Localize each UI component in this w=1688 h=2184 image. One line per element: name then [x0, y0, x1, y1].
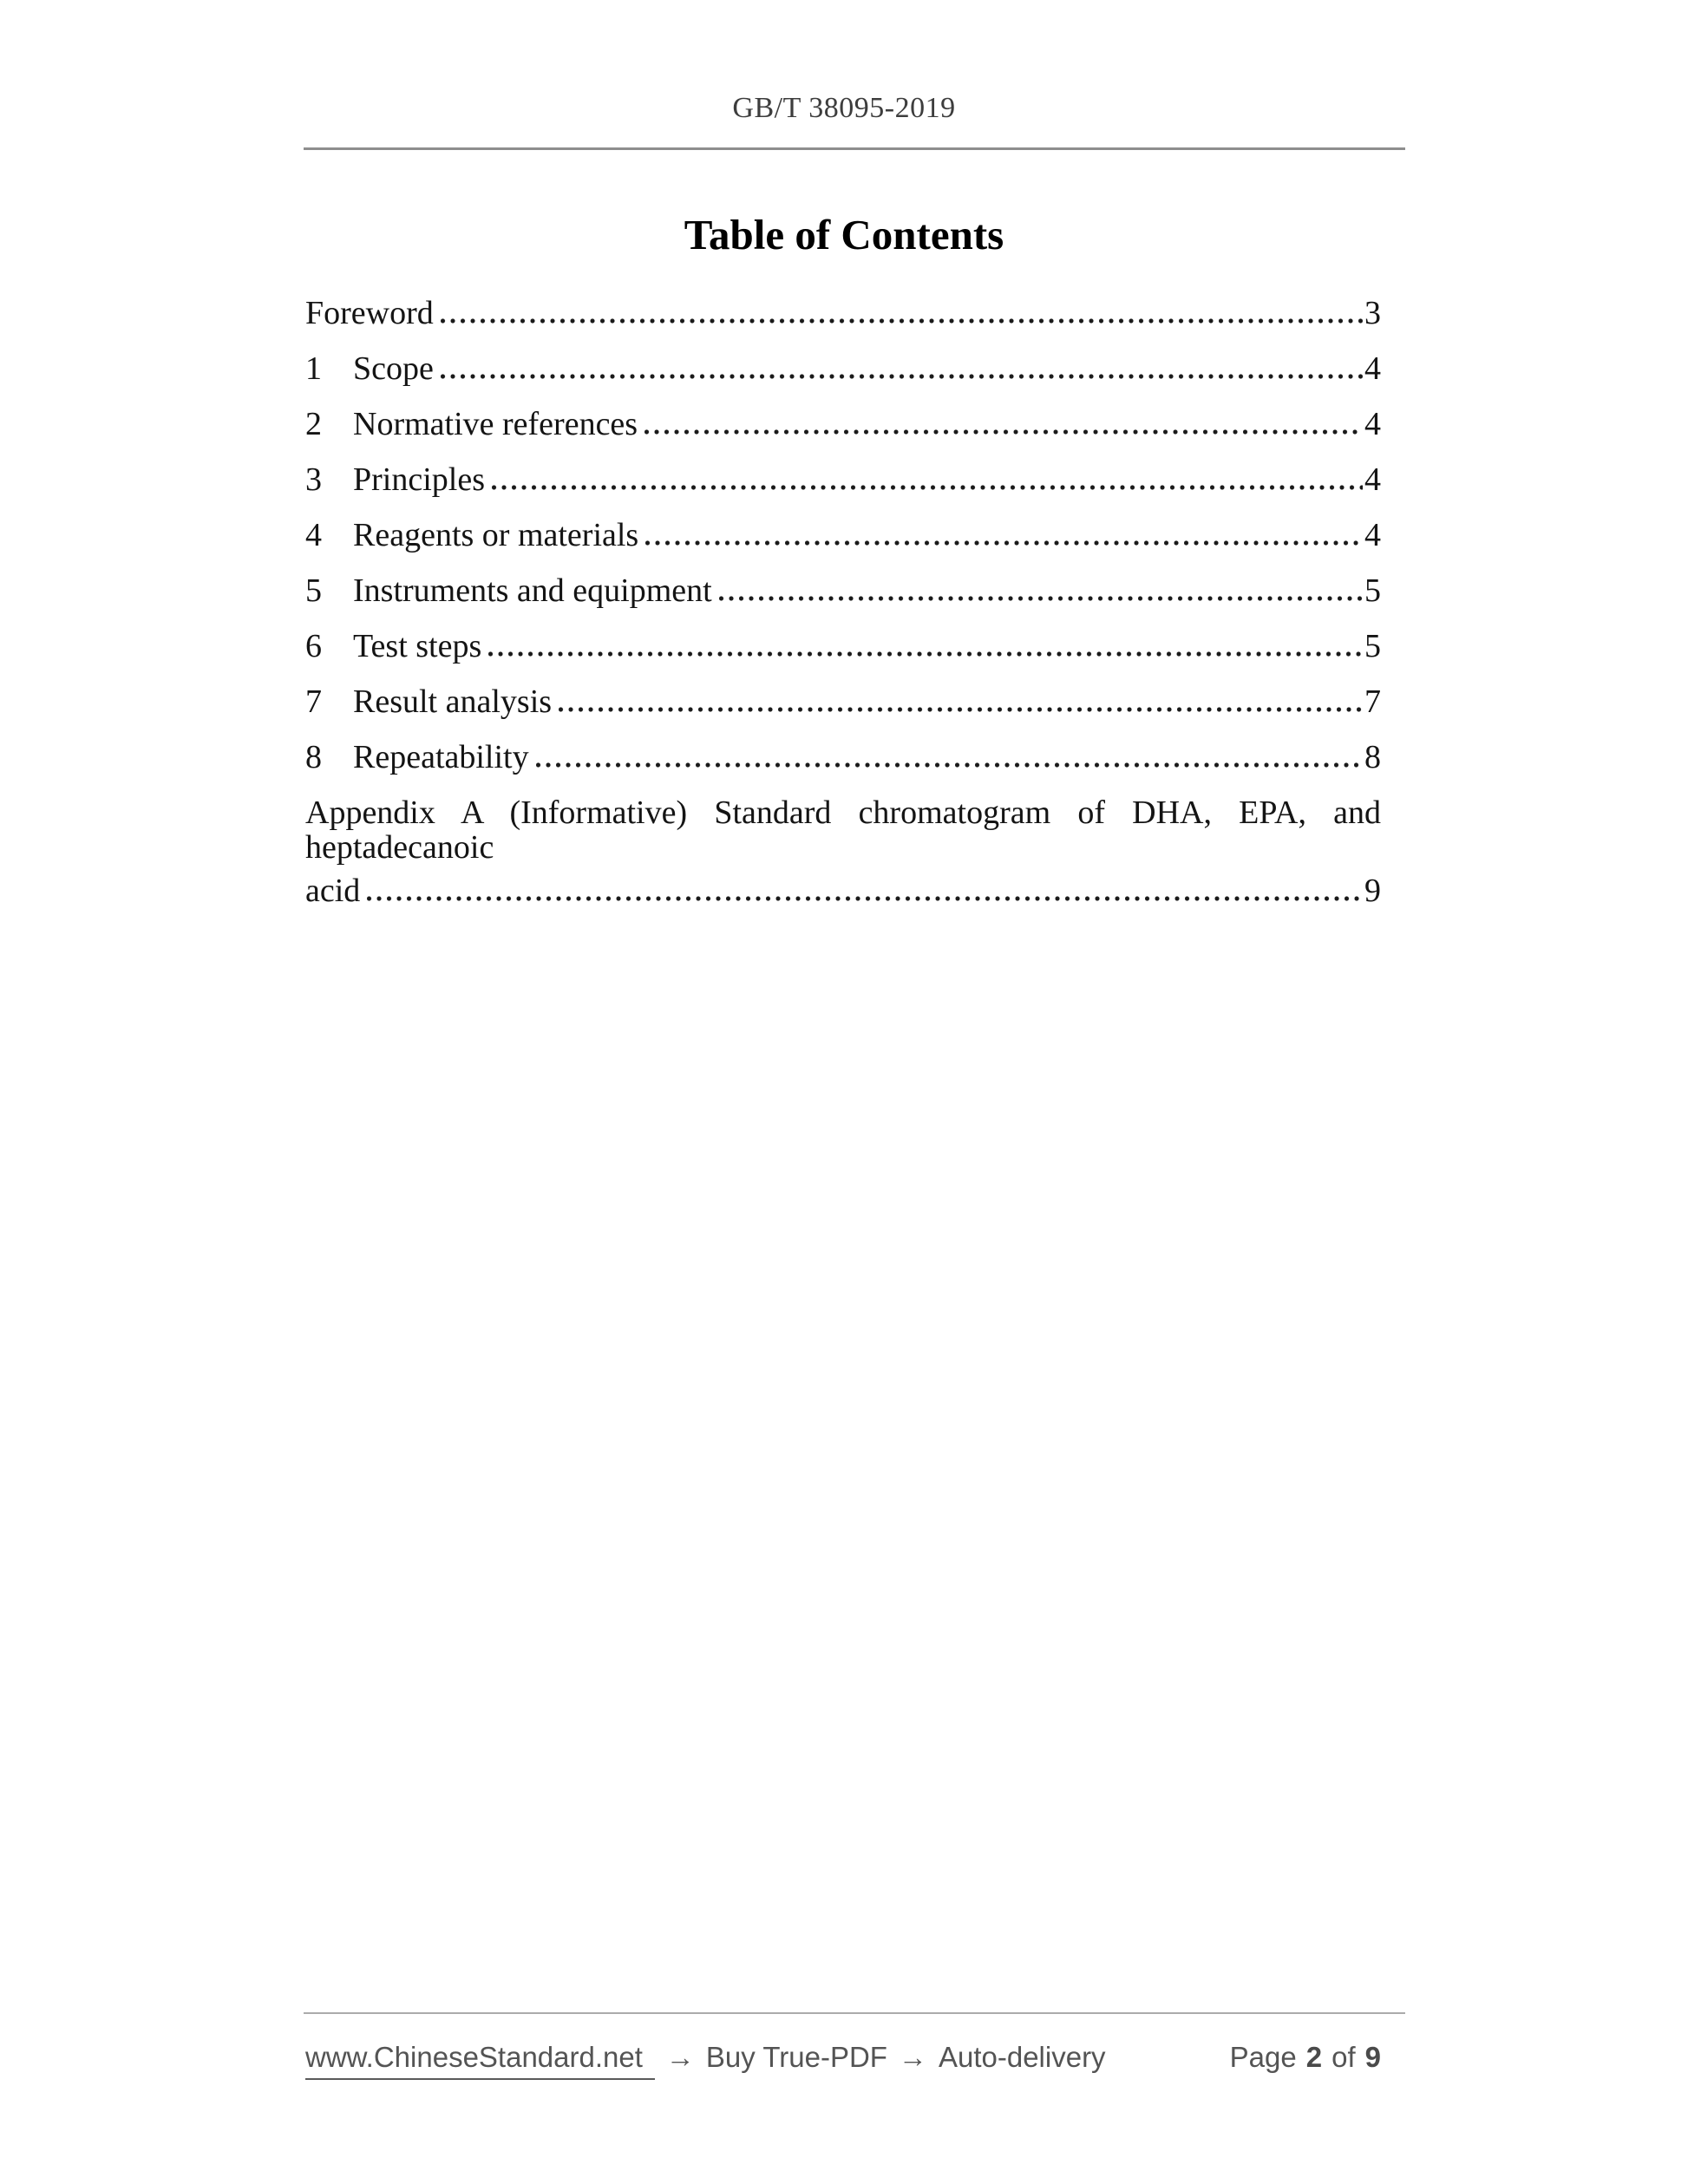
toc-entry-label: Instruments and equipment	[353, 572, 712, 609]
page-footer	[305, 2040, 1381, 2080]
footer-promo	[305, 2040, 1106, 2080]
toc-entry-page-number: 4	[1364, 406, 1381, 442]
page-title: Table of Contents	[684, 211, 1004, 258]
footer-buy-label: Buy True-PDF	[705, 2041, 887, 2073]
toc-entry	[305, 740, 1381, 775]
toc-entry-number: 6	[305, 628, 322, 664]
dot-leader	[367, 873, 1363, 908]
dot-leader	[559, 684, 1363, 719]
toc-entry-page-number: 3	[1364, 295, 1381, 331]
toc-entry-label: Result analysis	[353, 683, 553, 720]
toc-entry-page-number: 5	[1364, 572, 1381, 609]
arrow-icon: →	[665, 2041, 695, 2073]
toc-entry-number: 2	[305, 406, 322, 442]
toc-entry	[305, 518, 1381, 553]
page-word: Page	[1229, 2041, 1297, 2073]
toc-entry-appendix-line2	[305, 873, 1381, 908]
toc-entry-label: Principles	[353, 461, 485, 498]
footer-delivery-label: Auto-delivery	[938, 2041, 1106, 2073]
toc-entry-number: 5	[305, 572, 322, 609]
footer-divider-rule	[304, 2012, 1405, 2014]
toc-entry-page-number: 7	[1364, 683, 1381, 720]
toc-entry-label: Test steps	[353, 628, 482, 664]
toc-entry-page-number: 4	[1364, 461, 1381, 498]
toc-entry-number: 1	[305, 350, 322, 387]
toc-entry-number: 8	[305, 739, 322, 775]
header-divider-rule	[304, 147, 1405, 150]
toc-entry	[305, 629, 1381, 664]
of-word: of	[1331, 2041, 1356, 2073]
toc-entry-page-number: 9	[1364, 873, 1381, 909]
table-of-contents	[305, 296, 1381, 908]
toc-entry-label: acid	[305, 873, 361, 909]
toc-entry	[305, 407, 1381, 441]
site-link[interactable]: www.ChineseStandard.net	[305, 2040, 655, 2080]
toc-entry-page-number: 4	[1364, 350, 1381, 387]
toc-entry-page-number: 8	[1364, 739, 1381, 775]
dot-leader	[492, 462, 1363, 497]
toc-entry-number: 7	[305, 683, 322, 720]
toc-entry	[305, 573, 1381, 608]
toc-entry	[305, 684, 1381, 719]
toc-entry-page-number: 4	[1364, 517, 1381, 553]
dot-leader	[441, 351, 1363, 386]
arrow-icon: →	[898, 2041, 927, 2073]
toc-entry	[305, 351, 1381, 386]
toc-entry-label: Foreword	[305, 295, 434, 331]
total-page-number: 9	[1364, 2041, 1381, 2073]
toc-entry	[305, 296, 1381, 330]
toc-entry-appendix-line1: Appendix A (Informative) Standard chromatogram of DHA, EPA, and heptadecanoic	[305, 794, 1381, 866]
dot-leader	[488, 629, 1363, 664]
toc-entry-label: Reagents or materials	[353, 517, 639, 553]
page-header-standard-code: GB/T 38095-2019	[732, 92, 956, 124]
dot-leader	[536, 740, 1363, 775]
dot-leader	[441, 296, 1363, 330]
toc-entry-number: 4	[305, 517, 322, 553]
toc-entry-label: Repeatability	[353, 739, 529, 775]
toc-entry-label: Scope	[353, 350, 434, 387]
toc-entry-number: 3	[305, 461, 322, 498]
dot-leader	[719, 573, 1363, 608]
toc-entry	[305, 462, 1381, 497]
toc-entry-list	[305, 296, 1381, 775]
page-indicator	[1230, 2040, 1381, 2075]
toc-entry-page-number: 5	[1364, 628, 1381, 664]
toc-entry-label: Normative references	[353, 406, 638, 442]
dot-leader	[644, 407, 1363, 441]
current-page-number: 2	[1305, 2041, 1323, 2073]
dot-leader	[645, 518, 1363, 553]
